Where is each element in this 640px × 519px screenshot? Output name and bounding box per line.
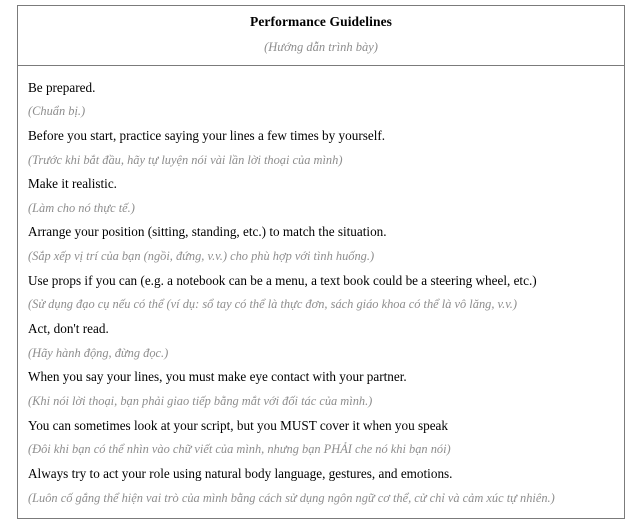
guideline-item <box>28 74 614 122</box>
guideline-text-vietnamese: (Sắp xếp vị trí của bạn (ngồi, đứng, v.v.) cho phù hợp với tình huống.) <box>28 249 375 264</box>
guideline-text-vietnamese: (Luôn cố gắng thể hiện vai trò của mình bằng cách sử dụng ngôn ngữ cơ thể, cử chỉ và cảm xúc tự nhiên.) <box>28 490 555 505</box>
guideline-item <box>28 363 614 411</box>
table-header-cell <box>18 6 625 66</box>
guidelines-list <box>28 74 614 509</box>
guideline-item <box>28 170 614 218</box>
guideline-text-english: Always try to act your role using natural body language, gestures, and emotions. <box>28 465 453 481</box>
guideline-text-english: Act, don't read. <box>28 321 109 337</box>
table-body <box>18 6 625 519</box>
guideline-text-vietnamese: (Khi nói lời thoại, bạn phải giao tiếp bằng mắt với đối tác của mình.) <box>28 394 373 409</box>
table-content-row <box>18 65 625 519</box>
page-subtitle-vietnamese: (Hướng dẫn trình bày) <box>264 39 378 54</box>
guideline-text-vietnamese: (Trước khi bắt đầu, hãy tự luyện nói vài lần lời thoại của mình) <box>28 152 343 167</box>
guideline-text-vietnamese: (Chuẩn bị.) <box>28 104 86 119</box>
table-header-row <box>18 6 625 66</box>
guidelines-list-cell <box>18 65 625 519</box>
guideline-text-english: Be prepared. <box>28 79 96 95</box>
guideline-text-english: You can sometimes look at your script, but you MUST cover it when you speak <box>28 417 449 433</box>
guideline-text-english: Use props if you can (e.g. a notebook can be a menu, a text book could be a steering wheel, etc.) <box>28 272 537 288</box>
guideline-text-vietnamese: (Sử dụng đạo cụ nếu có thể (ví dụ: sổ tay có thể là thực đơn, sách giáo khoa có thể là vô lăng, v.v.) <box>28 297 518 312</box>
performance-guidelines-table <box>17 5 625 519</box>
guideline-text-english: Make it realistic. <box>28 176 117 192</box>
guideline-text-vietnamese: (Đôi khi bạn có thể nhìn vào chữ viết của mình, nhưng bạn PHẢI che nó khi bạn nói) <box>28 442 451 457</box>
guideline-item <box>28 315 614 363</box>
guideline-text-english: Before you start, practice saying your lines a few times by yourself. <box>28 127 386 143</box>
guideline-item <box>28 218 614 266</box>
guideline-text-english: Arrange your position (sitting, standing, etc.) to match the situation. <box>28 224 387 240</box>
guideline-item <box>28 122 614 170</box>
guideline-item <box>28 412 614 460</box>
guideline-item <box>28 460 614 508</box>
guideline-text-vietnamese: (Làm cho nó thực tế.) <box>28 200 135 215</box>
guideline-item <box>28 267 614 315</box>
guideline-text-vietnamese: (Hãy hành động, đừng đọc.) <box>28 345 169 360</box>
page-title: Performance Guidelines <box>249 14 393 29</box>
guideline-text-english: When you say your lines, you must make eye contact with your partner. <box>28 369 407 385</box>
